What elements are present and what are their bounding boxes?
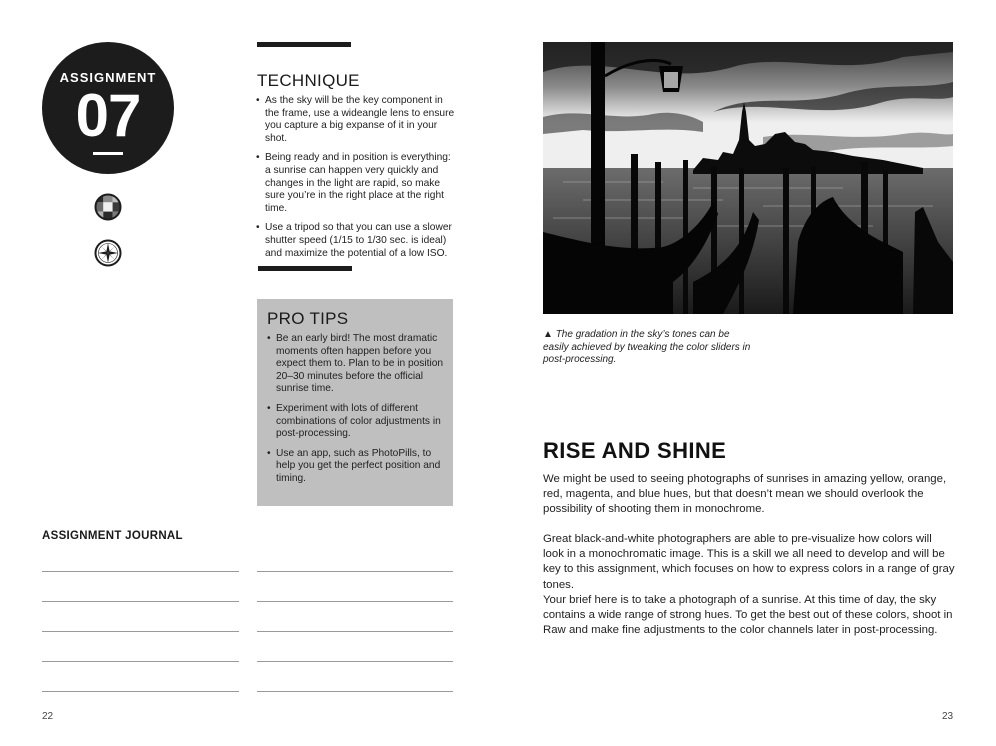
journal-line xyxy=(42,691,239,692)
journal-line xyxy=(257,571,453,572)
badge-underline xyxy=(93,152,123,155)
journal-line xyxy=(257,631,453,632)
journal-line xyxy=(257,661,453,662)
compass-icon xyxy=(94,239,122,272)
caption-triangle-icon: ▲ xyxy=(543,329,553,340)
journal-line xyxy=(42,601,239,602)
page-number-right: 23 xyxy=(942,711,954,722)
pro-tips-list xyxy=(267,333,447,493)
article-paragraph: Your brief here is to take a photograph of a sunrise. At this time of day, the sky contains a wide range of strong hues. To get the best out of these colors, shoot in Raw and make fine adjustments to the color channels later in post-processing. xyxy=(543,594,953,637)
badge-label: ASSIGNMENT xyxy=(59,70,157,85)
sunrise-photo xyxy=(543,42,953,314)
badge-number: 07 xyxy=(75,82,141,149)
pro-tips-heading: PRO TIPS xyxy=(267,309,349,328)
pro-tips-item: • Experiment with lots of different combinations of color adjustments in post-processing. xyxy=(267,403,447,441)
photo-caption xyxy=(543,329,753,367)
journal-line xyxy=(42,631,239,632)
technique-list xyxy=(256,95,456,267)
caption-text: The gradation in the sky’s tones can be easily achieved by tweaking the color sliders in post-processing. xyxy=(543,329,751,365)
article-paragraph: Great black-and-white photographers are able to pre-visualize how colors will look in a monochromatic image. This is a skill we all need to develop and will be key to this assignment, which focuses on how to express colors in a range of gray tones. xyxy=(543,533,955,591)
technique-item: • Use a tripod so that you can use a slower shutter speed (1/15 to 1/30 sec. is ideal) and maximize the potential of a low ISO. xyxy=(256,222,456,260)
article-paragraph: We might be used to seeing photographs of sunrises in amazing yellow, orange, red, magenta, and blue hues, but that doesn’t mean we should overlook the possibility of shooting them in monochrome. xyxy=(543,473,947,516)
technique-bottom-rule xyxy=(258,266,352,271)
assignment-badge xyxy=(42,42,174,174)
checker-icon xyxy=(94,193,122,226)
journal-line xyxy=(257,691,453,692)
article-title: RISE AND SHINE xyxy=(543,438,727,463)
technique-item: • As the sky will be the key component in the frame, use a wideangle lens to ensure you capture a big expanse of it in your shot. xyxy=(256,95,456,145)
journal-line xyxy=(257,601,453,602)
pro-tips-item: • Be an early bird! The most dramatic moments often happen before you expect them to. Plan to be in position 20–30 minutes before the official sunrise time. xyxy=(267,333,447,396)
journal-title: ASSIGNMENT JOURNAL xyxy=(42,530,183,542)
page-number-left: 22 xyxy=(42,711,54,722)
technique-item: • Being ready and in position is everything: a sunrise can happen very quickly and changes in the light are rapid, so make sure you’re in the right place at the right time. xyxy=(256,152,456,215)
pro-tips-item: • Use an app, such as PhotoPills, to help you get the perfect position and timing. xyxy=(267,448,447,486)
technique-heading: TECHNIQUE xyxy=(257,71,360,90)
journal-line xyxy=(42,571,239,572)
journal-line xyxy=(42,661,239,662)
technique-top-rule xyxy=(257,42,351,47)
